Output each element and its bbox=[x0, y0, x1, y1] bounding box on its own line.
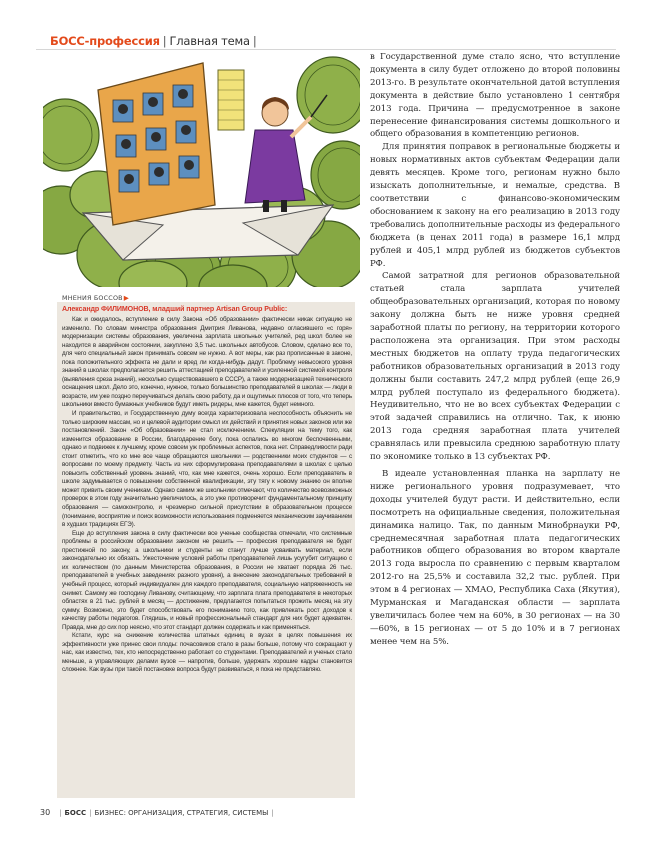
article-paragraph: Для принятия поправок в региональные бюджеты и новых нормативных актов субъектам Федерации дали девять месяцев. Кроме того, регионам нужно было изыскать дополнительные, и немалые, средства. В соответствии с финансово-экономическим обоснованием к закону на его реализацию в 2013 году требовались дополнительные расходы из федерального бюджета (в ценах 2011 года) в размере 16,1 млрд рублей и 405,1 млрд рублей из бюджетов субъектов РФ. bbox=[370, 142, 620, 269]
header-section: Главная тема bbox=[169, 34, 250, 48]
opinion-label bbox=[62, 294, 129, 302]
opinion-text bbox=[62, 316, 352, 675]
opinion-paragraph: Кстати, курс на снижение количества штатных единиц в вузах в целях повышения их эффективности уже принес свои плоды: почасовиков стало в разы больше, потому что сокращают у нас, как известно, тех, кто непосредственно работает со студентами. Преподавателей и ученых стало меньше, а управляющих делами вузов — напротив, больше, удержать хорошие кадры становится сложнее. Как вузы при такой постановке вопроса будут развиваться, я пока не представляю. bbox=[62, 632, 352, 674]
footer-brand: БОСС bbox=[64, 809, 87, 817]
illustration bbox=[43, 55, 360, 287]
header-brand-text: БОСС-профессия bbox=[50, 34, 160, 48]
article-column bbox=[370, 51, 620, 649]
opinion-paragraph: Еще до вступления закона в силу фактически все ученые сообщества отмечали, что системные проблемы в российском образовании законом не решить — профессия преподавателя не будет престижной по закону, а школьники и студенты не станут лучше усваивать материал, если законодательно их обязать. Ужесточение условий работы преподавателей лишь усугубит ситуацию с их количеством (по данным Министерства образования, в России не хватает порядка 26 тыс. преподавателей в учебных заведениях разного уровня), а внесение законодательных требований в учебный процесс, который индивидуален для каждого преподавателя, социальную напряженность не снимет. Самому же господину Ливанову, считающему, что зарплата плата преподавателя в некоторых областях в 21 тыс. рублей в месяц — достижение, предлагается попытаться прожить месяц на эту сумму. Возможно, это будет способствовать его пониманию того, как привлекать рост доходов к качеству работы педагогов. Глядишь, и новый профессиональный стандарт для них будет адекватен. Правда, мне до сих пор неясно, что этот стандарт должен содержать и как применяться. bbox=[62, 529, 352, 631]
page-header bbox=[36, 34, 616, 50]
triangle-right-icon: ▶ bbox=[123, 294, 130, 302]
header-separator: | bbox=[162, 34, 167, 48]
article-paragraph: в Государственной думе стало ясно, что вступление документа в силу будет отложено до второй половины 2013-го. В результате окончательной датой вступления документа в действие было установлено 1 сентября 2013 года. Причина — предусмотренное в законе перенесение финансирования системы дошкольного и общего образования в компетенцию регионов. bbox=[370, 52, 620, 140]
footer-bar: | bbox=[59, 809, 62, 817]
footer-bar: | bbox=[271, 809, 274, 817]
opinion-label-text: МНЕНИЯ БОССОВ bbox=[62, 294, 123, 302]
opinion-paragraph: Как и ожидалось, вступление в силу Закона «Об образовании» фактически никак ситуацию не изменило. По словам министра образования Дмитрия Ливанова, недавно огласившего «с горя» модернизации системы образования, увеличена зарплата школьных учителей, ред школ более не находится в аварийном состоянии, закуплено 3,5 тыс. школьных автобусов. Словом, сделано все то, для чего специальный закон принимать совсем не нужно. А вот меры, как раз прописанные в законе, пока положительного эффекта не дали и вред ли когда-нибудь дадут. Проблему невысокого уровня знаний в школах предполагается решить аттестацией преподавателей и усиленной системой контроля (выявления среза знаний), несколько существовавшего в СССР), а также модернизацией технического оснащения школ. Дело это, конечно, нужное, только большинство преподавателей в школах — люди в возрасте, им уже поздно переучиваться делать свою работу, да и ощутимых плюсов от того, что теперь школьники вместо бумажных учебников будут иметь ридеры, мне кажется, будет немного. bbox=[62, 316, 352, 409]
header-separator-end: | bbox=[252, 34, 257, 48]
illustration-art bbox=[43, 55, 360, 287]
opinion-author: Александр ФИЛИМОНОВ, младший партнер Artisan Group Public: bbox=[62, 305, 288, 313]
footer-tagline: БИЗНЕС: ОРГАНИЗАЦИЯ, СТРАТЕГИЯ, СИСТЕМЫ bbox=[94, 809, 269, 817]
page-number: 30 bbox=[40, 808, 51, 817]
header-brand bbox=[50, 34, 260, 48]
header-rule bbox=[36, 49, 616, 50]
school-building bbox=[98, 63, 215, 225]
opinion-paragraph: И правительство, и Государственную думу всегда характеризовала неспособность объяснить не только широким массам, но и целевой аудитории смысл их действий и принятия новых законов или же постановлений. Закон «Об образовании» не стал исключением. Спекуляции на тему того, как изменится образование в России, благодарение богу, пока оспались во многом беспочвенными, однако и подвижек к лучшему, кроме совсем уж проблемных аспектов, пока нет. Справедливости ради стоит отметить, что ко мне все чаще обращаются школьники — родственники моих студентов — с вопросами по моему предмету. Часть из них сформулирована преподавателями в школах с целью повысить собственный уровень знаний, что, как мне кажется, очень хорошо. Если преподаватель в школе задумывается о повышении собственной квалификации, эту тягу к новому знанию он вполне может привить своим ученикам. Однако самим же школьники отмечают, что количество всевозможных проверок в этом году значительно увеличилось, а это уже противоречит фундаментальному принципу образования — самоконтролю, и чрезмерно сильной присутствии в образовательном процессе (понимание, восприятие и поиск возможности использования подменяется механическим заучиванием в худших традициях ЕГЭ). bbox=[62, 410, 352, 529]
article-paragraph: Самой затратной для регионов образовательной статьей стала зарплата учителей общеобразовательных организаций, которая по новому закону должна быть не ниже уровня средней заработной платы по региону, на территории которого расположена эта организация. При этом расходы местных бюджетов на оплату труда педагогических работников образовательных организаций в 2013 году должны были составить 247,2 млрд рублей (еще 26,9 млрд рублей поступало из федерального бюджета). Неудивительно, что не во всех субъектах Федерации с этой задачей справились на отлично. Так, к июню 2013 года средняя заработная плата учителей сравнялась или превысила среднюю заработную плату по экономике только в 13 субъектах РФ. bbox=[370, 271, 620, 463]
footer-bar: | bbox=[89, 809, 92, 817]
notebook bbox=[218, 70, 244, 130]
page-footer bbox=[40, 808, 620, 817]
article-paragraph: В идеале установленная планка на зарплату не ниже регионального уровня подразумевает, что доходы учителей будут расти. И действительно, если посмотреть на официальные сведения, положительная динамика налицо. Так, по данным Минобрнауки РФ, среднемесячная заработная плата педагогических работников общего образования во втором квартале 2013 года выросла по сравнению с первым кварталом 2012-го на 25,5% и составила 32,2 тыс. рублей. При этом в 4 регионах — ХМАО, Республика Саха (Якутия), Мурманская и Магаданская области — зарплата увеличилась более чем на 60%, в 30 регионах — на 30—60%, в 15 регионах — от 5 до 10% и в 7 регионах менее чем на 5%. bbox=[370, 469, 620, 647]
